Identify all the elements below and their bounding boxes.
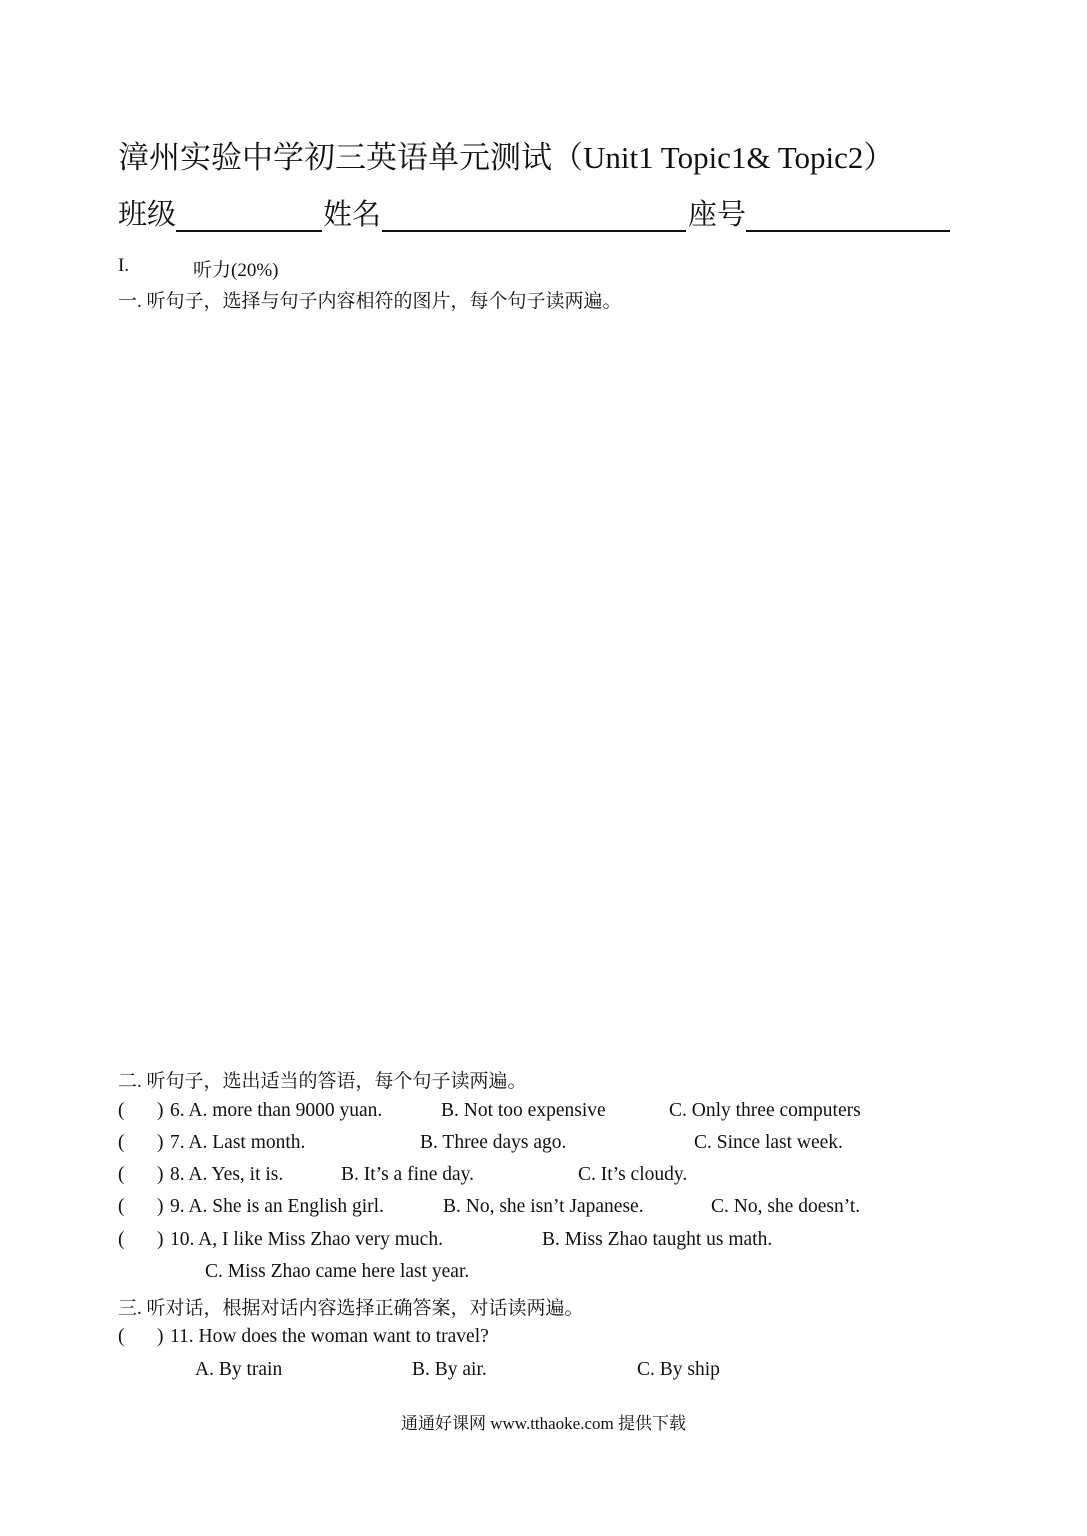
answer-paren-open: ( — [118, 1229, 125, 1250]
section3-instruction: 三. 听对话，根据对话内容选择正确答案，对话读两遍。 — [118, 1298, 584, 1319]
part-number: I. — [118, 255, 130, 276]
seat-blank — [746, 230, 950, 232]
option-c: C. No, she doesn’t. — [711, 1196, 861, 1217]
option-b: B. Three days ago. — [420, 1132, 567, 1153]
option-c: C. Only three computers — [669, 1100, 861, 1121]
answer-paren-open: ( — [118, 1326, 125, 1347]
answer-paren-open: ( — [118, 1100, 125, 1121]
page-title: 漳州实验中学初三英语单元测试（Unit1 Topic1& Topic2） — [118, 140, 895, 175]
option-c: C. It’s cloudy. — [578, 1164, 688, 1185]
option-b: B. Not too expensive — [441, 1100, 606, 1121]
answer-paren-close: ) — [157, 1132, 164, 1153]
option-b: B. By air. — [412, 1359, 487, 1380]
class-blank — [176, 230, 322, 232]
option-b: B. It’s a fine day. — [341, 1164, 475, 1185]
question-stem: 8. A. Yes, it is. — [170, 1164, 284, 1185]
option-c: C. By ship — [637, 1359, 720, 1380]
answer-paren-open: ( — [118, 1196, 125, 1217]
part-heading: 听力(20%) — [193, 260, 279, 281]
option-b: B. No, she isn’t Japanese. — [443, 1196, 644, 1217]
answer-paren-open: ( — [118, 1164, 125, 1185]
answer-paren-open: ( — [118, 1132, 125, 1153]
section1-instruction: 一. 听句子，选择与句子内容相符的图片，每个句子读两遍。 — [118, 291, 622, 312]
class-label: 班级 — [118, 197, 177, 231]
question-stem: 10. A, I like Miss Zhao very much. — [170, 1229, 443, 1250]
question-stem: 9. A. She is an English girl. — [170, 1196, 384, 1217]
option-c: C. Since last week. — [694, 1132, 843, 1153]
option-c: C. Miss Zhao came here last year. — [205, 1261, 470, 1282]
option-a: A. By train — [195, 1359, 283, 1380]
answer-paren-close: ) — [157, 1326, 164, 1347]
option-b: B. Miss Zhao taught us math. — [542, 1229, 773, 1250]
answer-paren-close: ) — [157, 1100, 164, 1121]
question-stem: 7. A. Last month. — [170, 1132, 306, 1153]
question-stem: 11. How does the woman want to travel? — [170, 1326, 489, 1347]
section2-instruction: 二. 听句子，选出适当的答语，每个句子读两遍。 — [118, 1071, 527, 1092]
name-blank — [382, 230, 686, 232]
answer-paren-close: ) — [157, 1196, 164, 1217]
question-stem: 6. A. more than 9000 yuan. — [170, 1100, 383, 1121]
seat-label: 座号 — [688, 197, 747, 231]
answer-paren-close: ) — [157, 1164, 164, 1185]
page-footer: 通通好课网 www.tthaoke.com 提供下载 — [400, 1414, 687, 1433]
name-label: 姓名 — [323, 197, 382, 231]
answer-paren-close: ) — [157, 1229, 164, 1250]
